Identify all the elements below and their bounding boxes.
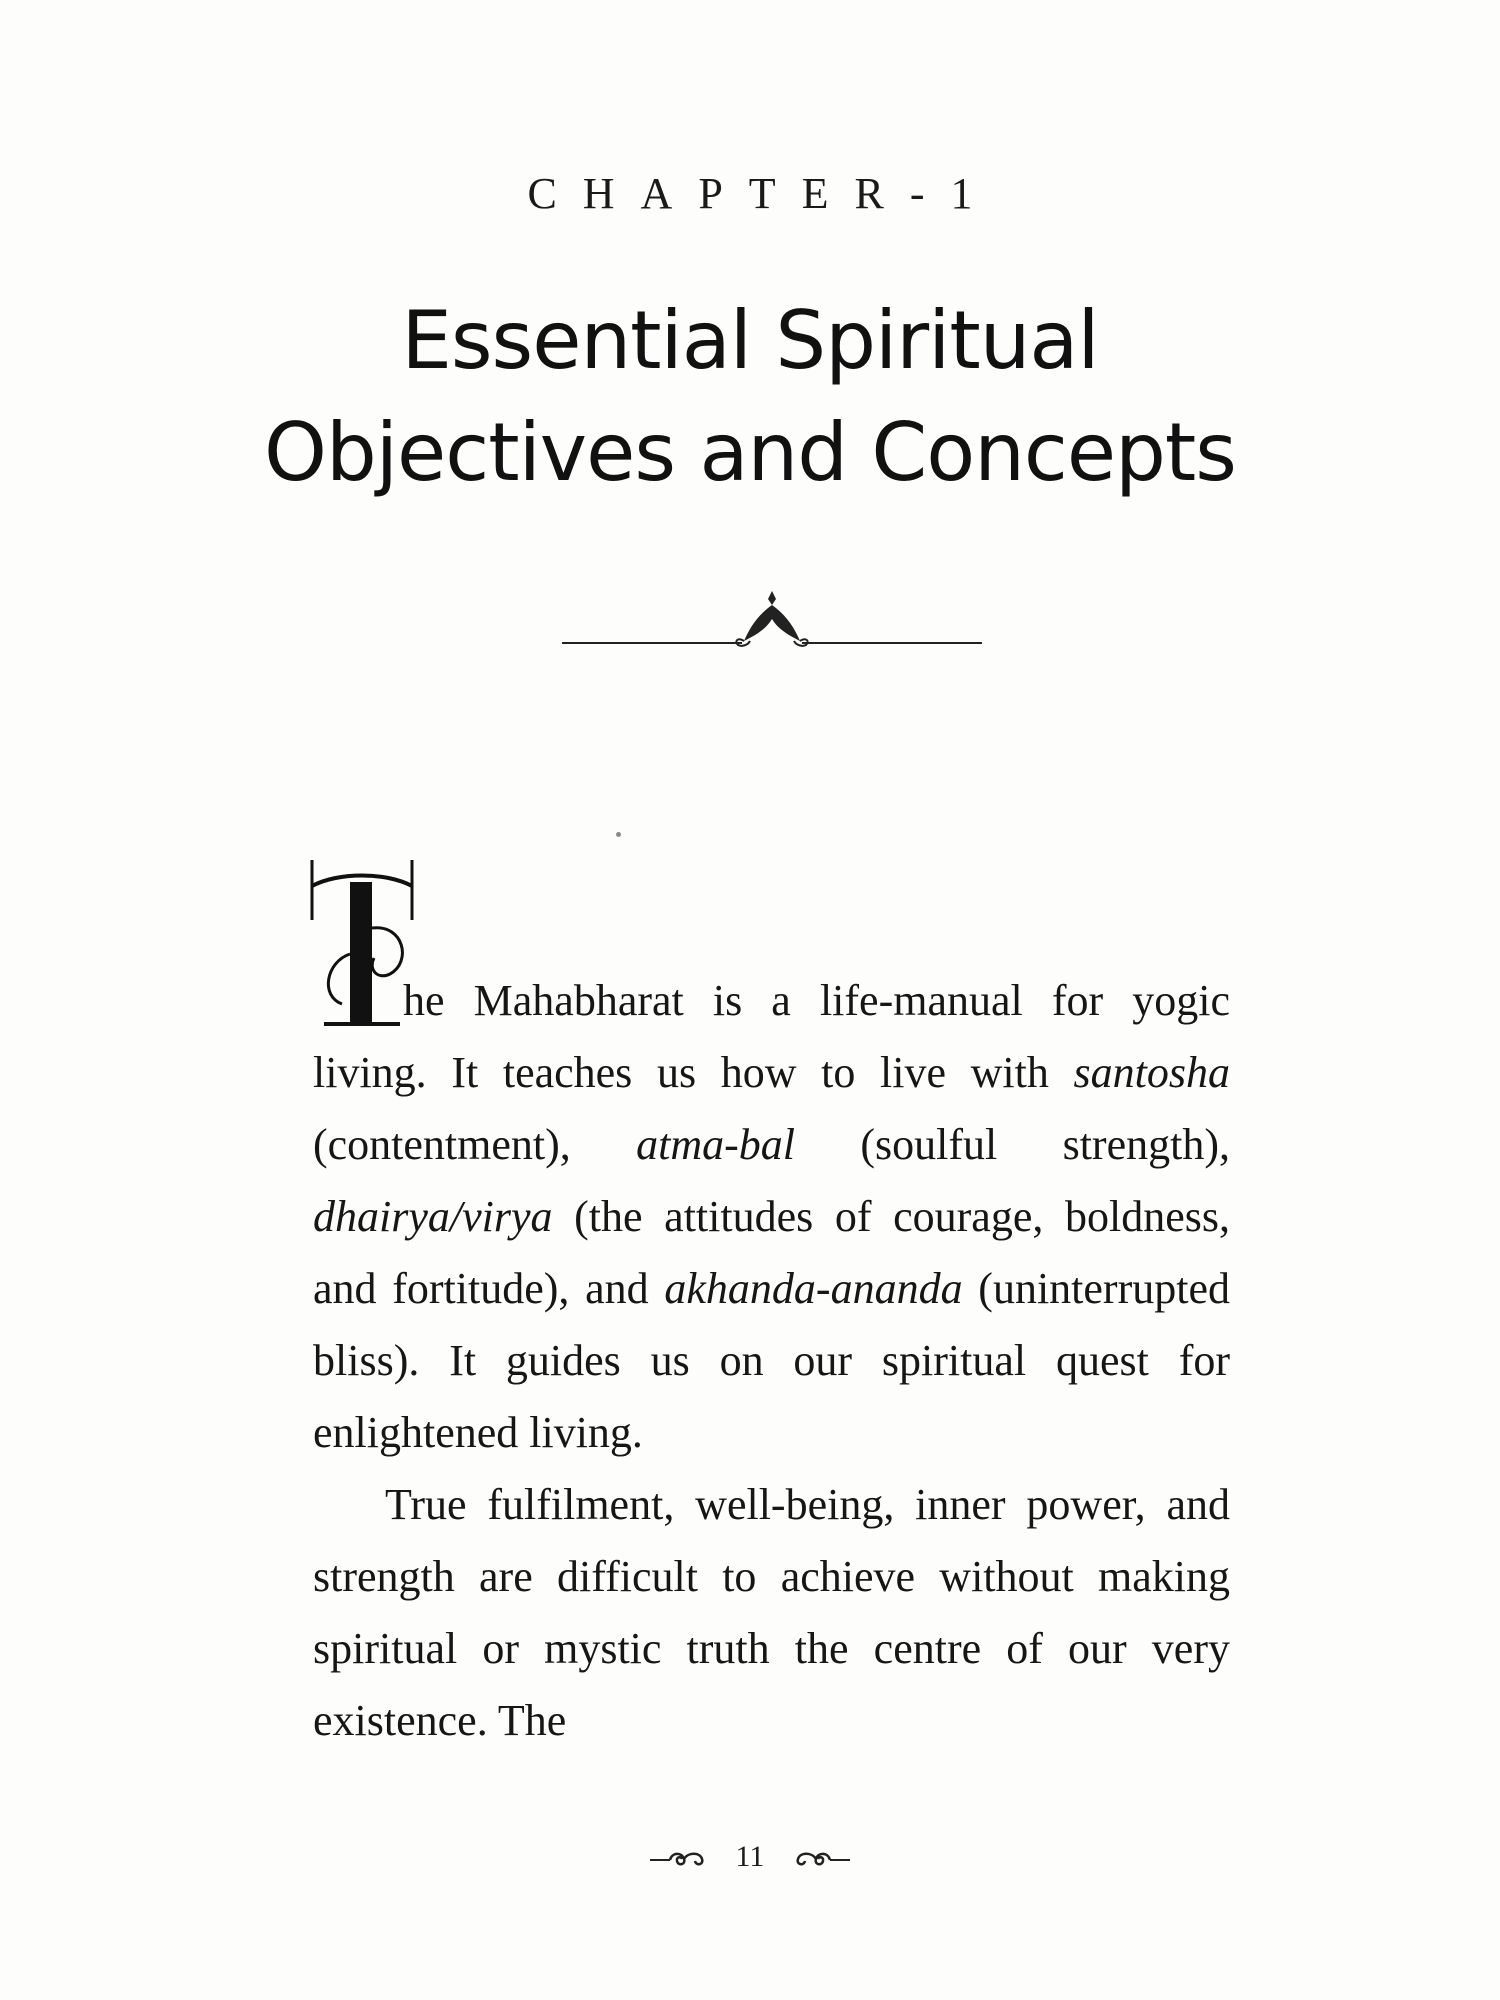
fleuron-divider-icon (562, 585, 982, 655)
scroll-flourish-right-icon (790, 1850, 852, 1868)
paragraph-1-segment-4: (the attitudes of courage, boldness, and fortitude), and (313, 1192, 1230, 1313)
body-text (313, 965, 1230, 1757)
scroll-flourish-left-icon (648, 1850, 710, 1868)
stray-mark (616, 832, 621, 837)
page-number: 11 (735, 1840, 765, 1873)
paragraph-1-segment-5: (uninterrupted bliss). It guides us on our spiritual quest for enlightened living. (313, 1264, 1230, 1457)
term-atma-bal: atma-bal (636, 1120, 796, 1169)
page-footer (0, 1840, 1500, 1874)
term-dhairya-virya: dhairya/virya (313, 1192, 553, 1241)
paragraph-1 (313, 965, 1230, 1469)
drop-cap-text: T (360, 977, 362, 979)
paragraph-2: True fulfilment, well-being, inner power, and strength are difficult to achieve without making spiritual or mystic truth the centre of our very existence. The (313, 1480, 1230, 1745)
paragraph-1-segment-2: (contentment), (313, 1120, 637, 1169)
chapter-title (0, 285, 1500, 509)
term-santosha: santosha (1073, 1048, 1230, 1097)
chapter-title-line-1: Essential Spiritual (401, 294, 1099, 387)
chapter-label: CHAPTER-1 (527, 169, 999, 218)
paragraph-1-segment-1: he Mahabharat is a life-manual for yogic living. It teaches us how to live with (313, 976, 1230, 1097)
paragraph-1-segment-3: (soulful strength), (795, 1120, 1230, 1169)
term-akhanda-ananda: akhanda-ananda (664, 1264, 963, 1313)
chapter-title-line-2: Objectives and Concepts (264, 406, 1236, 499)
